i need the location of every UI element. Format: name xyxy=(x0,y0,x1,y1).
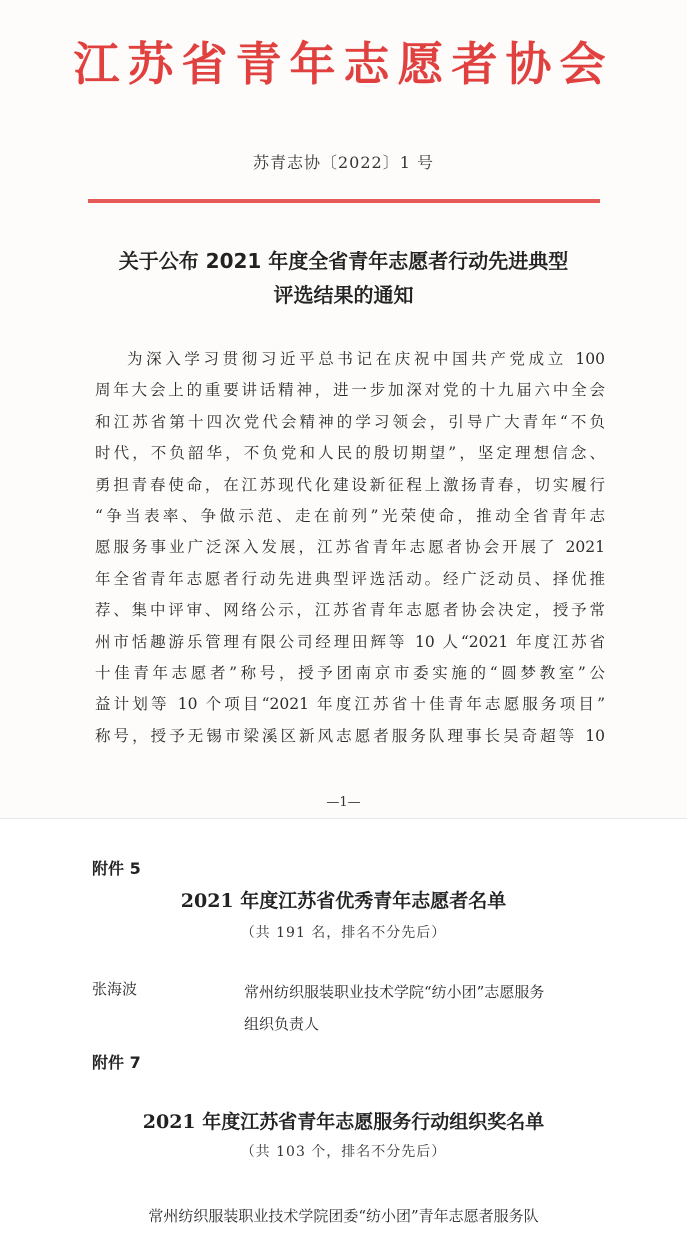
volunteer-name: 张海波 xyxy=(92,980,138,998)
body-line: 荐、集中评审、网络公示，江苏省青年志愿者协会决定，授予常 xyxy=(95,601,605,620)
body-line: 称号，授予无锡市梁溪区新风志愿者服务队理事长吴奇超等 10 xyxy=(95,726,605,745)
attachment-7-title: 2021 年度江苏省青年志愿服务行动组织奖名单 xyxy=(142,1111,545,1133)
attachment-5-label: 附件 5 xyxy=(92,859,141,878)
org-header-title: 江苏省青年志愿者协会 xyxy=(73,37,614,91)
body-line: 十佳青年志愿者”称号，授予团南京市委实施的“圆梦教室”公 xyxy=(95,663,605,682)
body-line: 和江苏省第十四次党代会精神的学习领会，引导广大青年“不负 xyxy=(95,412,605,431)
attachment-5-note: （共 191 名，排名不分先后） xyxy=(240,925,447,941)
body-line: 勇担青春使命，在江苏现代化建设新征程上激扬青春，切实履行 xyxy=(95,475,605,494)
body-line: 为深入学习贯彻习近平总书记在庆祝中国共产党成立 100 xyxy=(127,350,605,368)
notice-title xyxy=(60,244,627,312)
document-number: 苏青志协〔2022〕1 号 xyxy=(253,153,434,172)
volunteer-description xyxy=(244,976,624,1040)
page-separator xyxy=(0,818,687,819)
notice-body xyxy=(95,344,605,752)
notice-title-line-2: 评选结果的通知 xyxy=(273,283,414,307)
volunteer-description-line-2: 组织负责人 xyxy=(244,1015,320,1033)
body-line: 年全省青年志愿者行动先进典型评选活动。经广泛动员、择优推 xyxy=(95,569,605,588)
page-number: —1— xyxy=(326,795,361,810)
organization-entry: 常州纺织服装职业技术学院团委“纺小团”青年志愿者服务队 xyxy=(148,1207,539,1225)
attachment-7-label: 附件 7 xyxy=(92,1053,141,1072)
body-line: 时代，不负韶华，不负党和人民的殷切期望”，坚定理想信念、 xyxy=(95,444,605,463)
red-divider xyxy=(88,199,600,203)
body-line: “争当表率、争做示范、走在前列”光荣使命，推动全省青年志 xyxy=(95,506,605,525)
notice-title-line-1: 关于公布 2021 年度全省青年志愿者行动先进典型 xyxy=(118,249,569,273)
body-line: 愿服务事业广泛深入发展，江苏省青年志愿者协会开展了 2021 xyxy=(95,538,605,557)
attachment-7-note: （共 103 个，排名不分先后） xyxy=(240,1144,447,1160)
attachment-5-title: 2021 年度江苏省优秀青年志愿者名单 xyxy=(180,890,507,912)
body-line: 益计划等 10 个项目“2021 年度江苏省十佳青年志愿服务项目” xyxy=(95,695,605,714)
body-line: 周年大会上的重要讲话精神，进一步加深对党的十九届六中全会 xyxy=(95,381,605,400)
body-line: 州市恬趣游乐管理有限公司经理田辉等 10 人“2021 年度江苏省 xyxy=(95,632,605,651)
volunteer-description-line-1: 常州纺织服装职业技术学院“纺小团”志愿服务 xyxy=(244,983,545,1001)
